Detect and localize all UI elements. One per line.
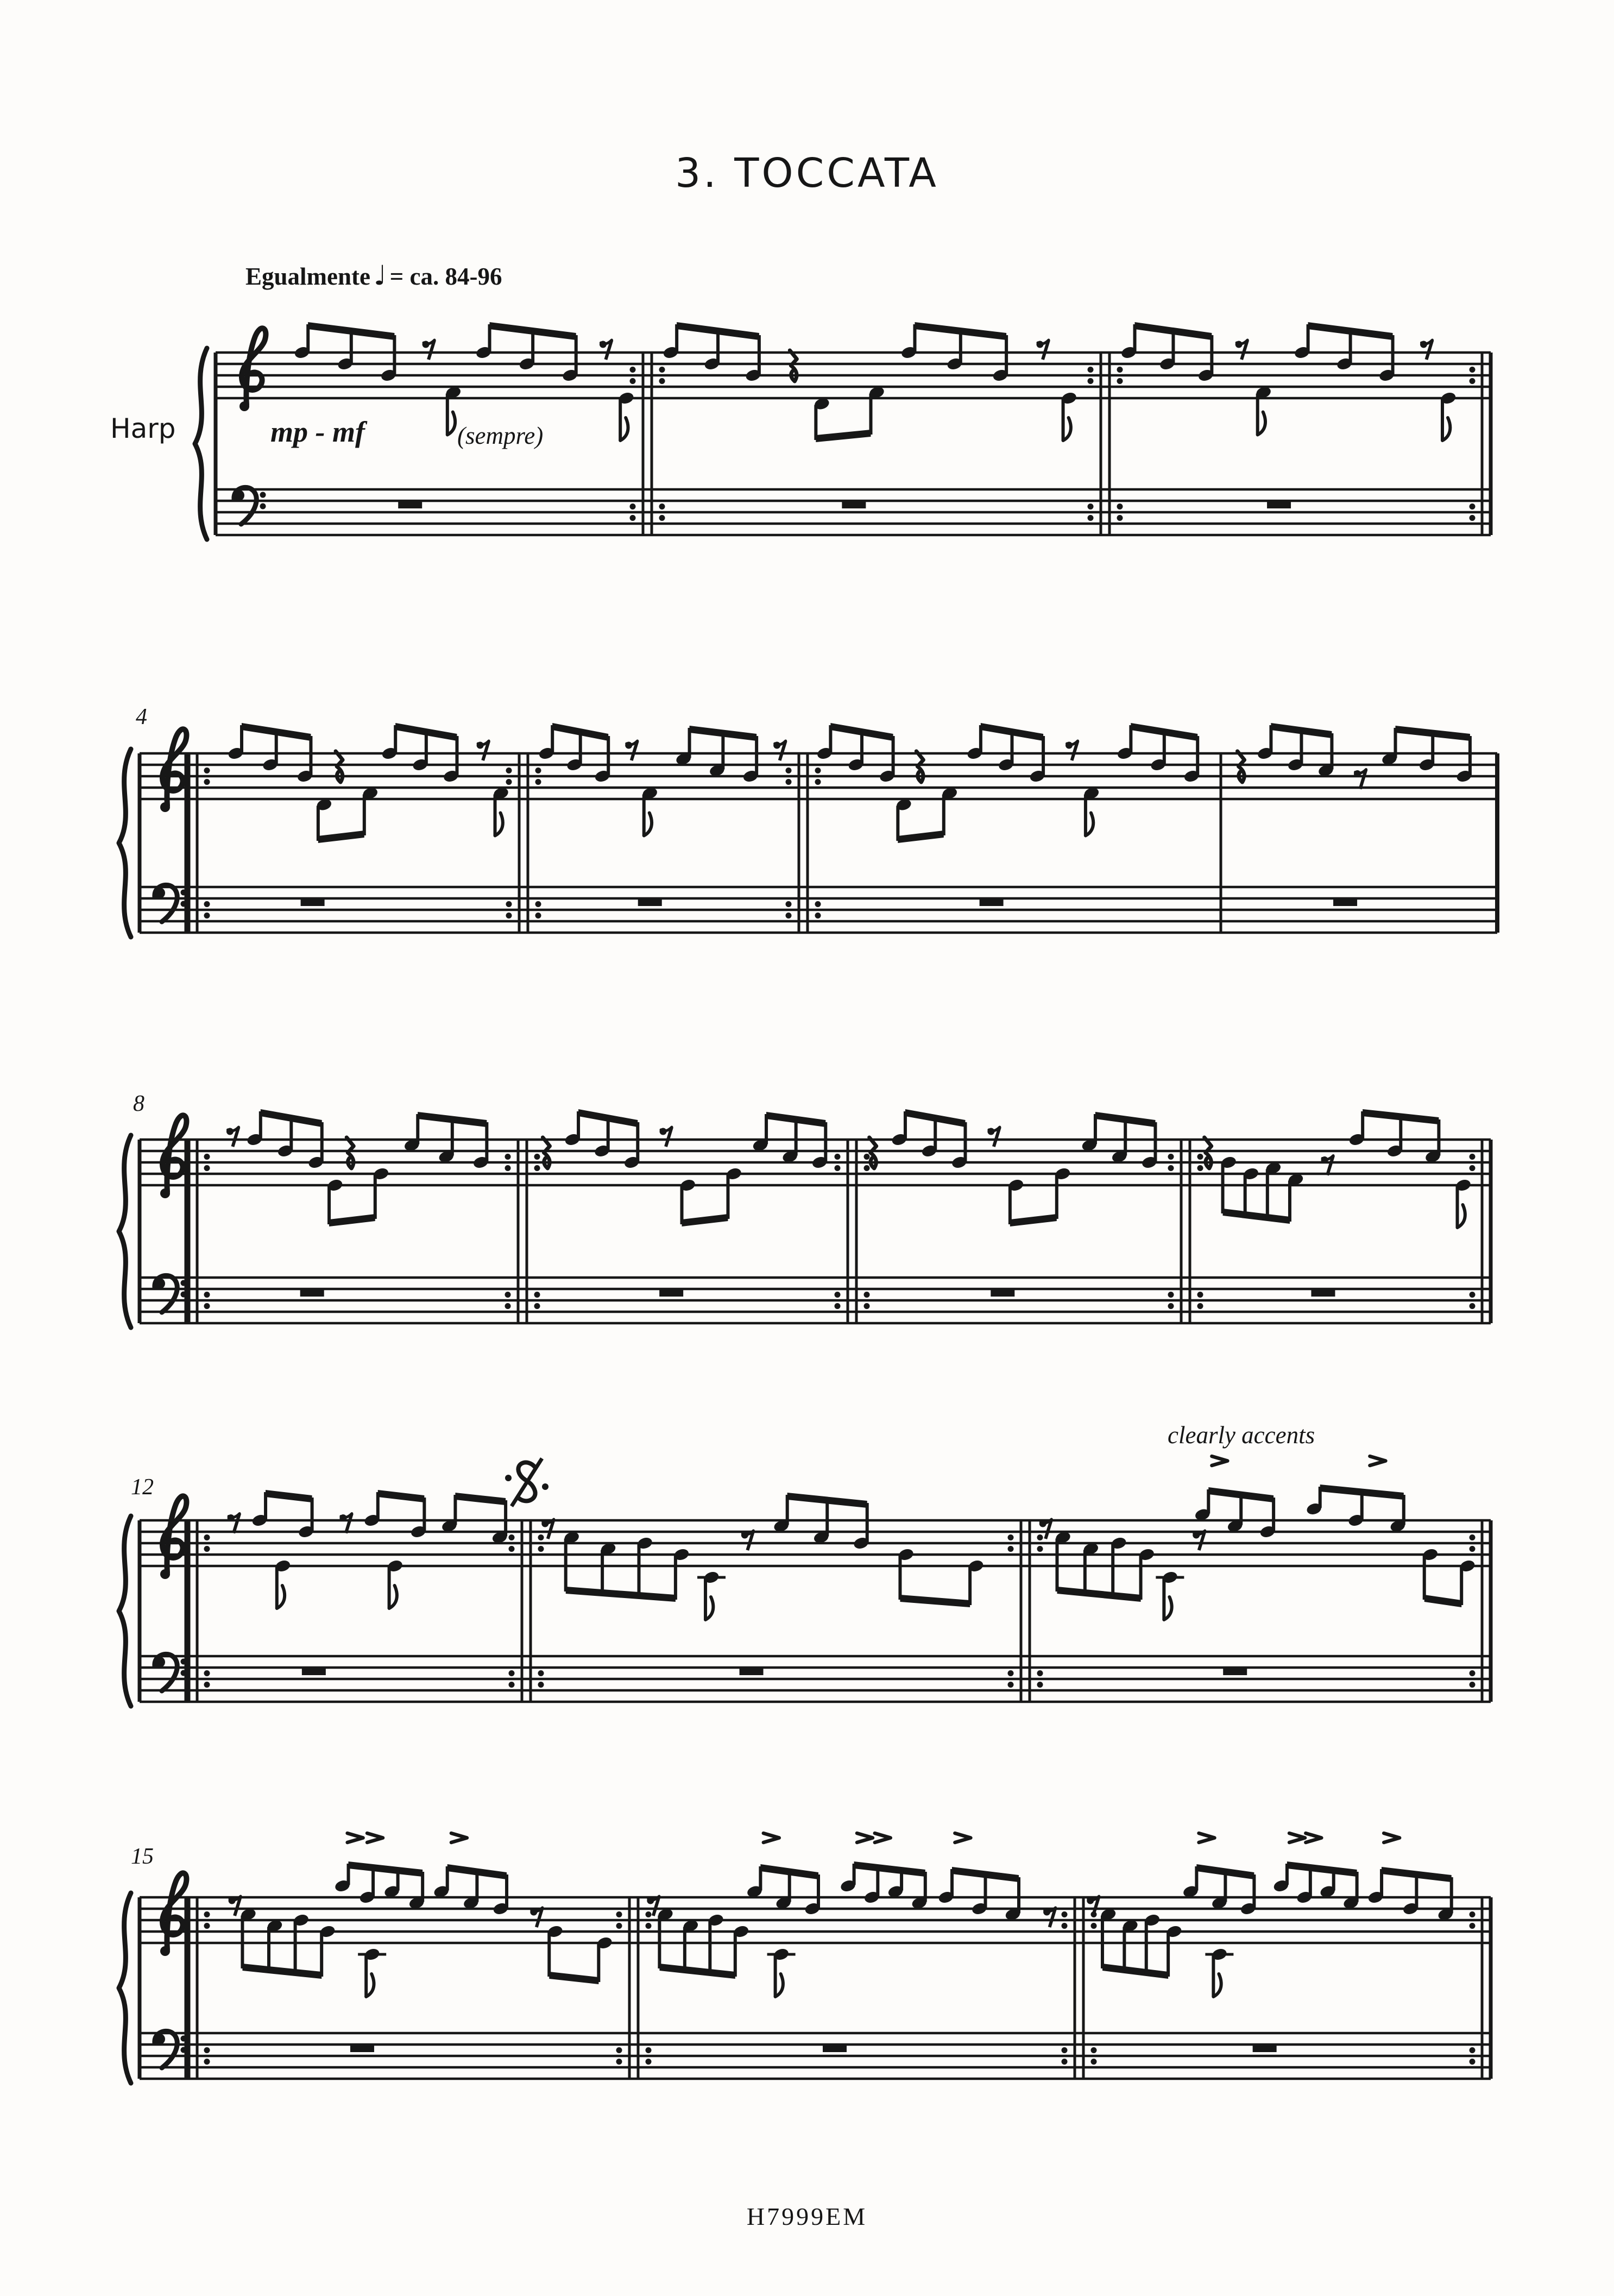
eighth-rest <box>228 1514 240 1533</box>
eighth-note <box>274 1559 292 1608</box>
segno-icon <box>505 1458 548 1506</box>
beamed-note-group <box>679 1167 743 1226</box>
whole-rest <box>980 899 1004 906</box>
eighth-rest <box>530 1908 543 1927</box>
system-1 <box>195 322 1491 539</box>
eighth-rest <box>229 1896 241 1916</box>
beamed-note-group <box>1257 723 1335 778</box>
eighth-note <box>617 391 635 441</box>
accent-icon <box>1384 1833 1399 1842</box>
beamed-note-group <box>1367 1867 1454 1922</box>
eighth-rest <box>625 741 638 760</box>
instrument-label: Harp <box>110 413 176 444</box>
measure-number-15: 15 <box>131 1844 154 1869</box>
eighth-note <box>767 1947 796 1997</box>
whole-rest <box>350 2045 374 2052</box>
whole-rest <box>1333 899 1357 906</box>
accent-icon <box>1289 1833 1305 1842</box>
accent-icon <box>955 1833 970 1842</box>
eighth-rest <box>477 741 489 760</box>
tempo-word: Egualmente <box>245 263 370 290</box>
eighth-rest <box>660 1127 672 1147</box>
accent-icon <box>1306 1833 1321 1842</box>
beamed-note-group <box>898 1548 985 1607</box>
beamed-note-group <box>326 1167 389 1226</box>
plate-number: H7999EM <box>746 2203 868 2230</box>
eighth-note <box>1083 786 1100 835</box>
accent-icon <box>857 1833 873 1842</box>
eighth-rest <box>1036 340 1049 360</box>
beamed-note-group <box>546 1924 613 1984</box>
dynamic-marking: mp - mf <box>270 416 365 448</box>
quarter-rest <box>1205 1137 1212 1168</box>
beamed-note-group <box>1306 1484 1407 1533</box>
beamed-note-group <box>937 1867 1022 1922</box>
tempo-marking <box>245 260 502 291</box>
accent-icon <box>348 1833 363 1842</box>
quarter-note-icon: ♩ <box>374 260 387 291</box>
quarter-rest <box>1238 751 1245 782</box>
whole-rest <box>301 899 325 906</box>
eighth-rest <box>1354 770 1366 789</box>
eighth-note <box>1205 1947 1233 1997</box>
accent-icon <box>367 1833 383 1842</box>
quarter-rest <box>869 1137 877 1168</box>
eighth-rest <box>600 340 612 360</box>
tempo-value: = ca. 84-96 <box>389 263 502 290</box>
bass-clef-icon <box>154 1275 187 1312</box>
whole-rest <box>1267 501 1291 508</box>
eighth-rest <box>741 1531 754 1550</box>
bass-clef-icon <box>234 487 266 524</box>
eighth-rest <box>1087 1896 1099 1916</box>
beamed-note-group <box>1220 1155 1304 1224</box>
whole-rest <box>991 1289 1014 1297</box>
quarter-rest <box>790 350 797 381</box>
whole-rest <box>740 1668 764 1675</box>
eighth-rest <box>226 1127 239 1147</box>
beamed-note-group <box>896 786 959 843</box>
accent-icon <box>764 1833 779 1842</box>
quarter-rest <box>346 1137 354 1168</box>
beamed-note-group <box>316 786 379 843</box>
quarter-rest <box>336 751 343 782</box>
eighth-rest <box>1321 1156 1334 1175</box>
whole-rest <box>1223 1668 1247 1675</box>
system-4 <box>119 1456 1491 1706</box>
accent-icon <box>1212 1456 1227 1465</box>
dynamic-qualifier: (sempre) <box>457 422 544 449</box>
bass-clef-icon <box>154 885 187 922</box>
piece-title: 3. TOCCATA <box>675 150 939 197</box>
measure-number-8: 8 <box>133 1091 144 1116</box>
whole-rest <box>398 501 422 508</box>
eighth-rest <box>1193 1531 1205 1550</box>
eighth-note <box>1440 391 1457 441</box>
eighth-rest <box>339 1514 352 1533</box>
beamed-note-group <box>334 1861 425 1910</box>
eighth-note <box>493 786 510 835</box>
whole-rest <box>823 2045 847 2052</box>
system-3 <box>119 1109 1491 1328</box>
eighth-note <box>387 1559 404 1608</box>
beamed-note-group <box>840 1861 928 1910</box>
eighth-note <box>1255 385 1272 435</box>
whole-rest <box>659 1289 683 1297</box>
eighth-note <box>1061 391 1078 441</box>
eighth-note <box>697 1570 726 1620</box>
whole-rest <box>1311 1289 1335 1297</box>
eighth-rest <box>1066 741 1078 760</box>
bass-clef-icon <box>154 2031 187 2068</box>
eighth-note <box>1156 1570 1184 1620</box>
whole-rest <box>1253 2045 1277 2052</box>
accent-icon <box>451 1833 467 1842</box>
accent-icon <box>875 1833 891 1842</box>
system-5 <box>119 1833 1491 2083</box>
eighth-note <box>358 1947 386 1997</box>
beamed-note-group <box>1348 1109 1441 1164</box>
system-2 <box>119 723 1497 937</box>
accent-icon <box>1199 1833 1215 1842</box>
beamed-note-group <box>1422 1548 1476 1607</box>
eighth-rest <box>1043 1908 1056 1927</box>
whole-rest <box>842 501 866 508</box>
measure-number-12: 12 <box>131 1475 154 1500</box>
eighth-note <box>641 786 659 835</box>
eighth-rest <box>773 741 786 760</box>
eighth-note <box>1455 1178 1472 1228</box>
beamed-note-group <box>441 1493 508 1545</box>
eighth-rest <box>1235 340 1248 360</box>
bass-clef-icon <box>154 1654 187 1691</box>
eighth-rest <box>423 340 435 360</box>
whole-rest <box>300 1289 324 1297</box>
beamed-note-group <box>1007 1167 1071 1226</box>
performance-note: clearly accents <box>1168 1421 1315 1449</box>
eighth-rest <box>987 1127 1000 1147</box>
accent-icon <box>1370 1456 1385 1465</box>
eighth-rest <box>1420 340 1433 360</box>
beamed-note-group <box>1272 1861 1359 1910</box>
measure-number-4: 4 <box>136 704 147 729</box>
beamed-note-group <box>814 385 886 442</box>
quarter-rest <box>916 751 923 782</box>
whole-rest <box>302 1668 326 1675</box>
whole-rest <box>638 899 662 906</box>
quarter-rest <box>543 1137 550 1168</box>
